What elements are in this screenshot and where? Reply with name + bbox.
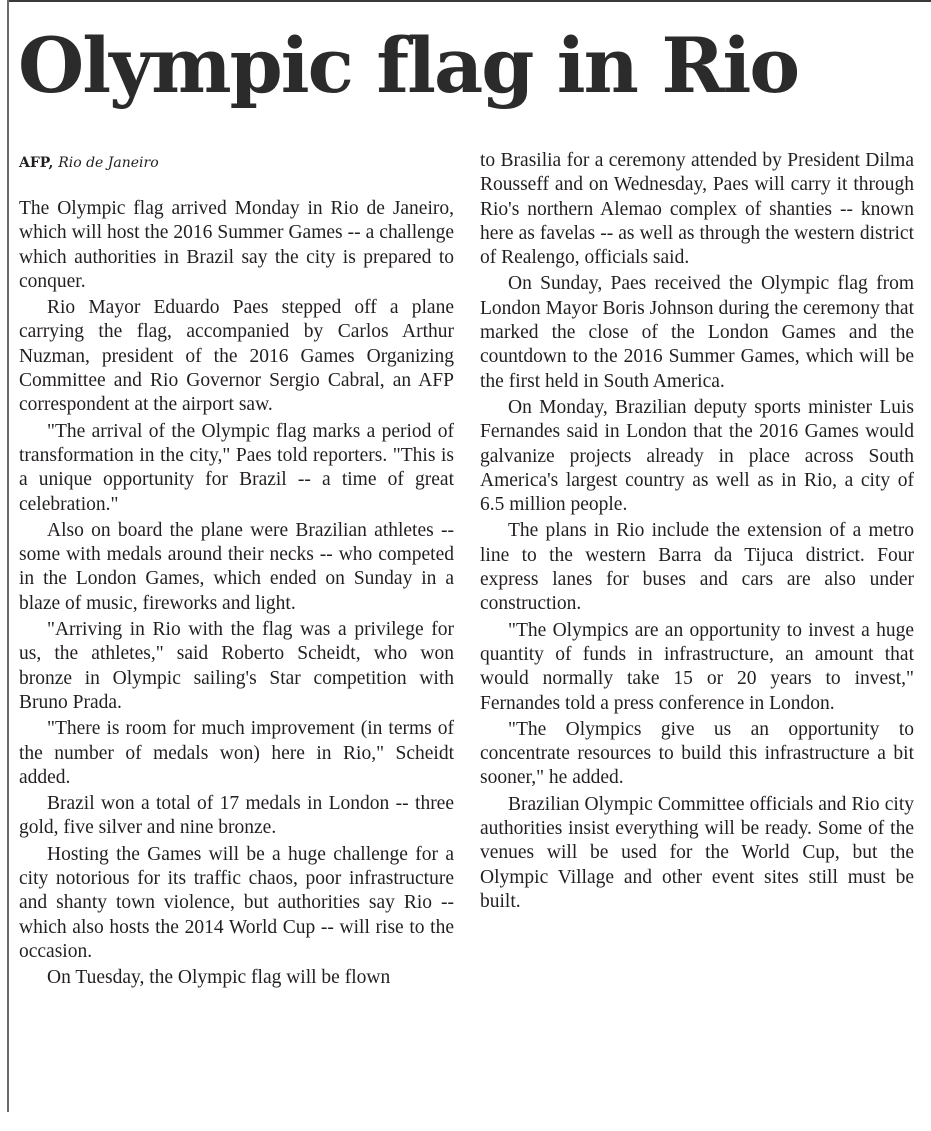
paragraph: On Tuesday, the Olympic flag will be flown <box>47 967 391 989</box>
paragraph: Brazilian Olympic Committee officials and Rio city authorities insist everything will be ready. Some of the venues will be used for the World Cup, but the Olympic Village and other event sites still must be built. <box>480 793 914 912</box>
paragraph: On Monday, Brazilian deputy sports minister Luis Fernandes said in London that the 2016 Games would galvanize projects already in place across South America's largest country as well as in Rio, a city of 6.5 million people. <box>480 396 914 516</box>
paragraph: "The Olympics are an opportunity to invest a huge quantity of funds in infrastructure, an amount that would normally take 15 or 20 years to invest," Fernandes told a press conference in London. <box>480 619 914 714</box>
byline <box>19 152 159 173</box>
left-border-rule <box>7 0 9 1112</box>
paragraph: The Olympic flag arrived Monday in Rio de Janeiro, which will host the 2016 Summer Games -- a challenge which authorities in Brazil say the city is prepared to conquer. <box>19 198 454 292</box>
top-border-rule <box>7 0 931 2</box>
paragraph: "The Olympics give us an opportunity to concentrate resources to build this infrastructure a bit sooner," he added. <box>480 718 914 789</box>
paragraph: On Sunday, Paes received the Olympic flag from London Mayor Boris Johnson during the ceremony that marked the close of the London Games and the countdown to the 2016 Summer Games, which will be the first held in South America. <box>480 273 914 392</box>
paragraph: "There is room for much improvement (in terms of the number of medals won) here in Rio," Scheidt added. <box>19 718 454 788</box>
paragraph: Brazil won a total of 17 medals in London -- three gold, five silver and nine bronze. <box>19 793 454 839</box>
paragraph: Also on board the plane were Brazilian athletes -- some with medals around their necks -- who competed in the London Games, which ended on Sunday in a blaze of music, fireworks and light. <box>19 519 454 614</box>
paragraph: Rio Mayor Eduardo Paes stepped off a plane carrying the flag, accompanied by Carlos Arthur Nuzman, president of the 2016 Games Organizing Committee and Rio Governor Sergio Cabral, an AFP correspondent at the airport saw. <box>19 297 454 416</box>
byline-agency: AFP, <box>19 155 54 171</box>
paragraph: The plans in Rio include the extension of a metro line to the western Barra da Tijuca district. Four express lanes for buses and cars are also under construction. <box>480 520 914 615</box>
paragraph: Hosting the Games will be a huge challenge for a city notorious for its traffic chaos, poor infrastructure and shanty town violence, but authorities say Rio -- which also hosts the 2014 World Cup -- will rise to the occasion. <box>19 843 454 962</box>
byline-place: Rio de Janeiro <box>58 155 159 171</box>
paragraph: "The arrival of the Olympic flag marks a period of transformation in the city," Paes told reporters. "This is a unique opportunity for Brazil -- a time of great celebration." <box>19 420 454 515</box>
headline: Olympic flag in Rio <box>18 21 799 110</box>
paragraph: "Arriving in Rio with the flag was a privilege for us, the athletes," said Roberto Scheidt, who won bronze in Olympic sailing's Star competition with Bruno Prada. <box>19 619 454 713</box>
paragraph-continued: to Brasilia for a ceremony attended by President Dilma Rousseff and on Wednesday, Paes will carry it through Rio's northern Alemao complex of shanties -- known here as favelas -- as well as through the western district of Realengo, officials said. <box>480 150 914 269</box>
